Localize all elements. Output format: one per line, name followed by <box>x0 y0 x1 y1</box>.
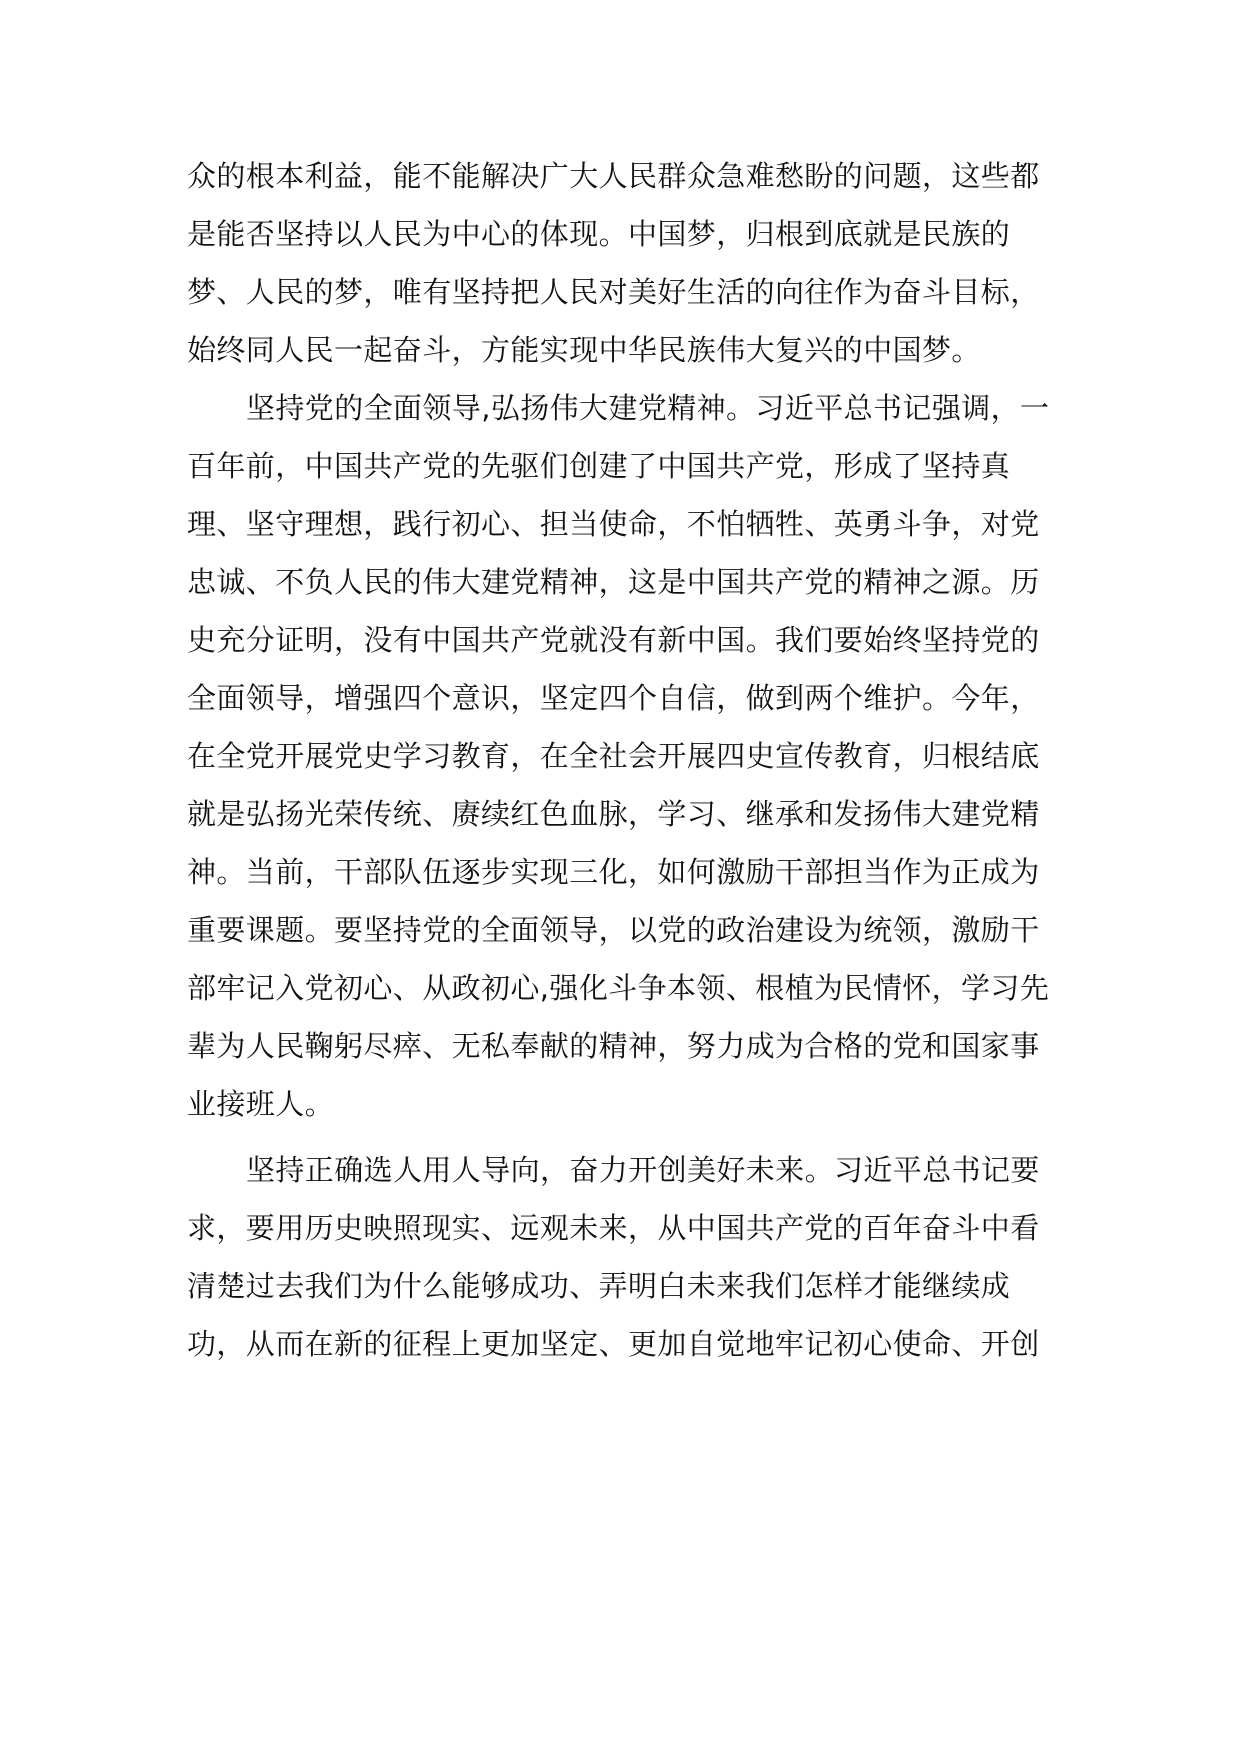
paragraph-start-line: 坚持正确选人用人导向，奋力开创美好未来。习近平总书记要 <box>246 1153 1040 1187</box>
text-line: 功，从而在新的征程上更加坚定、更加自觉地牢记初心使命、开创 <box>187 1327 1040 1361</box>
text-line: 百年前，中国共产党的先驱们创建了中国共产党，形成了坚持真 <box>187 449 1011 483</box>
text-line: 清楚过去我们为什么能够成功、弄明白未来我们怎样才能继续成 <box>187 1269 1011 1303</box>
paragraph-start-line: 坚持党的全面领导,弘扬伟大建党精神。习近平总书记强调，一 <box>246 391 1050 425</box>
text-line: 在全党开展党史学习教育，在全社会开展四史宣传教育，归根结底 <box>187 739 1040 773</box>
text-line: 部牢记入党初心、从政初心,强化斗争本领、根植为民情怀，学习先 <box>187 971 1050 1005</box>
text-line: 始终同人民一起奋斗，方能实现中华民族伟大复兴的中国梦。 <box>187 333 981 367</box>
text-line: 神。当前，干部队伍逐步实现三化，如何激励干部担当作为正成为 <box>187 855 1040 889</box>
text-line: 重要课题。要坚持党的全面领导，以党的政治建设为统领，激励干 <box>187 913 1040 947</box>
text-line: 全面领导，增强四个意识，坚定四个自信，做到两个维护。今年， <box>187 681 1040 715</box>
text-line: 是能否坚持以人民为中心的体现。中国梦，归根到底就是民族的 <box>187 217 1011 251</box>
text-line: 众的根本利益，能不能解决广大人民群众急难愁盼的问题，这些都 <box>187 159 1040 193</box>
text-line: 史充分证明，没有中国共产党就没有新中国。我们要始终坚持党的 <box>187 623 1040 657</box>
text-line: 辈为人民鞠躬尽瘁、无私奉献的精神，努力成为合格的党和国家事 <box>187 1029 1040 1063</box>
text-line: 就是弘扬光荣传统、赓续红色血脉，学习、继承和发扬伟大建党精 <box>187 797 1040 831</box>
text-line: 梦、人民的梦，唯有坚持把人民对美好生活的向往作为奋斗目标， <box>187 275 1040 309</box>
text-line: 理、坚守理想，践行初心、担当使命，不怕牺牲、英勇斗争，对党 <box>187 507 1040 541</box>
text-line: 业接班人。 <box>187 1087 335 1121</box>
text-line: 求，要用历史映照现实、远观未来，从中国共产党的百年奋斗中看 <box>187 1211 1040 1245</box>
text-line: 忠诚、不负人民的伟大建党精神，这是中国共产党的精神之源。历 <box>187 565 1040 599</box>
